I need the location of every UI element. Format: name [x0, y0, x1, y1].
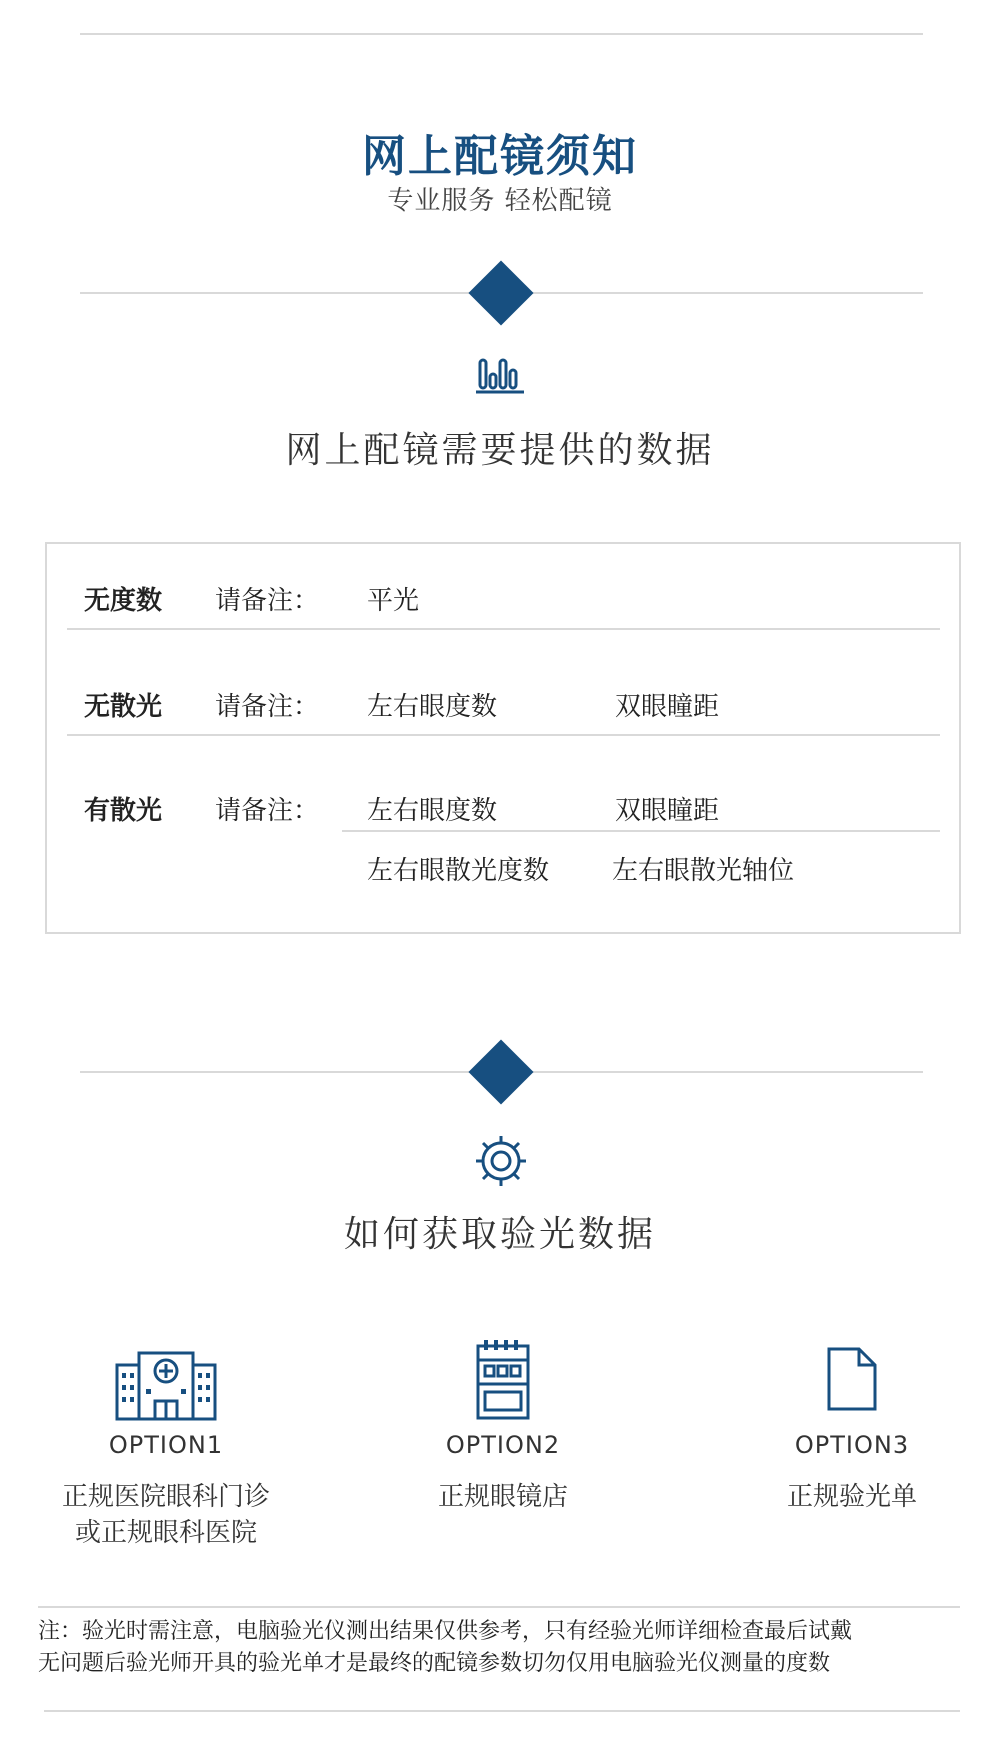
option2-label: OPTION2	[445, 1431, 561, 1459]
store-icon	[476, 1340, 530, 1420]
row1-item1: 平光	[367, 586, 420, 616]
page-title: 网上配镜须知	[362, 131, 638, 182]
row3-item2: 双眼瞳距	[615, 796, 720, 826]
row2-item2: 双眼瞳距	[615, 692, 720, 722]
option1-desc-line2: 或正规眼科医院	[74, 1518, 257, 1548]
note-text	[38, 1616, 968, 1680]
hospital-icon	[115, 1345, 217, 1421]
row1-note-label: 请备注：	[215, 586, 320, 616]
option2-desc-line1: 正规眼镜店	[437, 1482, 568, 1512]
note-line2: 无问题后验光师开具的验光单才是最终的配镜参数切勿仅用电脑验光仪测量的度数	[38, 1651, 831, 1676]
row3-item1: 左右眼度数	[367, 796, 498, 826]
row3-item4: 左右眼散光轴位	[612, 856, 795, 886]
row-divider	[67, 628, 940, 630]
section1-title: 网上配镜需要提供的数据	[285, 430, 715, 471]
option1-label: OPTION1	[108, 1431, 224, 1459]
row1-type: 无度数	[84, 586, 163, 616]
option1-desc-line1: 正规医院眼科门诊	[61, 1482, 270, 1512]
note-line1: 注：验光时需注意，电脑验光仪测出结果仅供参考，只有经验光师详细检查最后试戴	[38, 1619, 853, 1644]
page-subtitle: 专业服务 轻松配镜	[387, 186, 613, 216]
row3-item3: 左右眼散光度数	[367, 856, 550, 886]
row-subdivider	[342, 830, 940, 832]
row2-note-label: 请备注：	[215, 692, 320, 722]
row-divider	[67, 734, 940, 736]
bottom-divider	[44, 1710, 960, 1712]
section1-diamond	[468, 260, 533, 325]
row2-item1: 左右眼度数	[367, 692, 498, 722]
section2-title: 如何获取验光数据	[343, 1214, 656, 1255]
document-icon	[826, 1346, 878, 1412]
row2-type: 无散光	[84, 692, 163, 722]
bar-chart-icon	[476, 354, 526, 394]
option3-label: OPTION3	[794, 1431, 910, 1459]
section2-diamond	[468, 1039, 533, 1104]
data-table	[45, 542, 961, 934]
top-divider	[80, 33, 923, 35]
note-top-divider	[38, 1606, 960, 1608]
target-gear-icon	[474, 1134, 528, 1188]
row3-type: 有散光	[84, 796, 163, 826]
option3-desc-line1: 正规验光单	[786, 1482, 917, 1512]
row3-note-label: 请备注：	[215, 796, 320, 826]
